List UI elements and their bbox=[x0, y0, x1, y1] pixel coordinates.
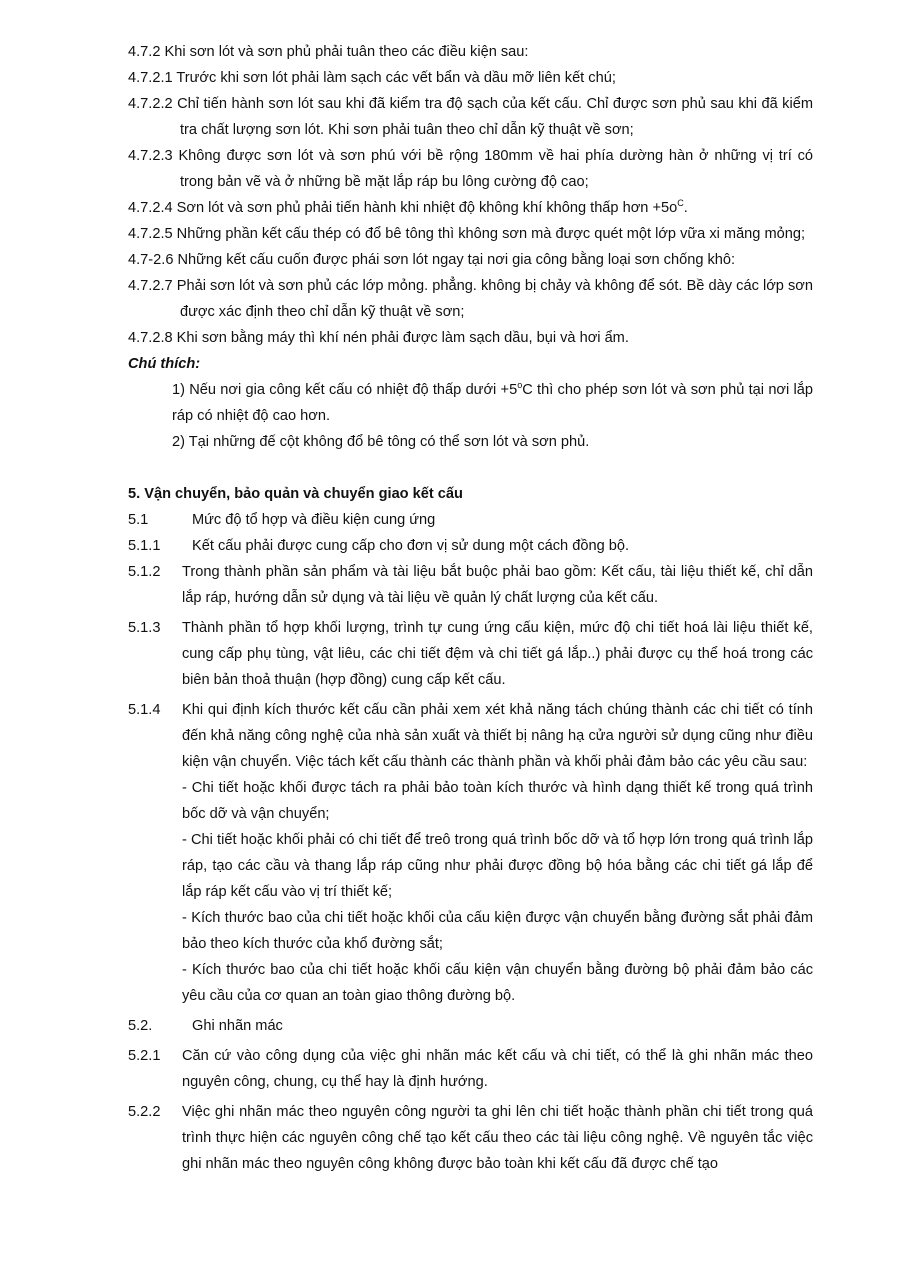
item-4-7-2-6: 4.7-2.6 Những kết cấu cuốn được phái sơn lót ngay tại nơi gia công bằng loại sơn chống khô: bbox=[128, 252, 736, 268]
note-1-text-b: C thì cho phép sơn lót và sơn phủ tại nơi lắp ráp có nhiệt độ cao hơn. bbox=[172, 382, 813, 424]
section-number: 5.1.1 bbox=[128, 538, 161, 554]
bullet-item: - Chi tiết hoặc khối phải có chi tiết để treô trong quá trình bốc dỡ và tổ hợp lớn trong quá trình lắp ráp, tạo các cầu và thang lắp ráp cũng như phải được đồng bộ hóa bằng các chi tiết gá lắp để lắp ráp kết cấu vào vị trí thiết kế; bbox=[182, 832, 813, 900]
section-text: Ghi nhãn mác bbox=[192, 1018, 283, 1034]
item-4-7-2-5: 4.7.2.5 Những phần kết cấu thép có đổ bê tông thì không sơn mà được quét một lớp vữa xi măng mỏng; bbox=[128, 226, 806, 242]
section-4-7-2 bbox=[128, 39, 813, 455]
section-text: Trong thành phần sản phẩm và tài liệu bắt buộc phải bao gồm: Kết cấu, tài liệu thiết kế, chỉ dẫn lắp ráp, hướng dẫn sử dụng và tài liệu về quản lý chất lượng của kết cấu. bbox=[182, 564, 813, 606]
section-number: 5.2. bbox=[128, 1018, 153, 1034]
section-number: 5.2.1 bbox=[128, 1048, 161, 1064]
item-4-7-2-4-text: 4.7.2.4 Sơn lót và sơn phủ phải tiến hành khi nhiệt độ không khí không thấp hơn +5o bbox=[128, 200, 678, 216]
bullet-item: - Kích thước bao của chi tiết hoặc khối của cấu kiện được vận chuyển bằng đường sắt phải đảm bảo theo kích thước của khổ đường sắt; bbox=[182, 910, 813, 952]
notes-heading: Chú thích: bbox=[128, 356, 201, 372]
section-text: Thành phần tổ hợp khối lượng, trình tự cung ứng cấu kiện, mức độ chi tiết hoá lài liệu thiết kế, cung cấp phụ tùng, vật liêu, các chi tiết đệm và chi tiết gá lắp..) phải được cụ thể hoá trong các biên bản thoả thuận (hợp đồng) cung cấp kết cấu. bbox=[182, 620, 813, 688]
section-5-1-1 bbox=[128, 533, 813, 559]
item-4-7-2-7: 4.7.2.7 Phải sơn lót và sơn phủ các lớp mỏng. phẳng. không bị chảy và không để sót. Bề dày các lớp sơn được xác định theo chỉ dẫn kỹ thuật về sơn; bbox=[128, 278, 813, 320]
section-5-1-3 bbox=[128, 615, 813, 693]
superscript-o: o bbox=[517, 380, 523, 390]
section-number: 5.1.3 bbox=[128, 620, 161, 636]
note-1-text-a: 1) Nếu nơi gia công kết cấu có nhiệt độ thấp dưới +5 bbox=[172, 382, 518, 398]
section-5-1-4 bbox=[128, 697, 813, 775]
section-number: 5.2.2 bbox=[128, 1104, 161, 1120]
item-4-7-2-8: 4.7.2.8 Khi sơn bằng máy thì khí nén phải được làm sạch dầu, bụi và hơi ẩm. bbox=[128, 330, 629, 346]
superscript-c: C bbox=[677, 198, 684, 208]
heading-5: 5. Vận chuyển, bảo quản và chuyển giao kết cấu bbox=[128, 486, 463, 502]
note-2: 2) Tại những đế cột không đổ bê tông có thể sơn lót và sơn phủ. bbox=[172, 434, 590, 450]
item-4-7-2-4-end: . bbox=[683, 200, 688, 216]
section-text: Việc ghi nhãn mác theo nguyên công người ta ghi lên chi tiết hoặc thành phần chi tiết trong quá trình thực hiện các nguyên công chế tạo kết cấu theo các tài liệu công nghệ. Về nguyên tắc việc ghi nhãn mác theo nguyên công không được bảo toàn khi kết cấu đã được chế tạo bbox=[182, 1104, 813, 1172]
item-4-7-2-2: 4.7.2.2 Chỉ tiến hành sơn lót sau khi đã kiểm tra độ sạch của kết cấu. Chỉ được sơn phủ sau khi đã kiểm tra chất lượng sơn lót. Khi sơn phải tuân theo chỉ dẫn kỹ thuật về sơn; bbox=[128, 96, 813, 138]
item-4-7-2-4 bbox=[128, 195, 813, 221]
bullet-item: - Chi tiết hoặc khối được tách ra phải bảo toàn kích thước và hình dạng thiết kế trong quá trình bốc dỡ và vận chuyển; bbox=[182, 780, 813, 822]
section-5-2-2 bbox=[128, 1099, 813, 1177]
section-text: Kết cấu phải được cung cấp cho đơn vị sử dung một cách đồng bộ. bbox=[192, 538, 630, 554]
section-text: Mức độ tổ hợp và điều kiện cung ứng bbox=[192, 512, 436, 528]
section-5-1-2 bbox=[128, 559, 813, 611]
section-text: Căn cứ vào công dụng của việc ghi nhãn mác kết cấu và chi tiết, có thể là ghi nhãn mác theo nguyên công, chung, cụ thể hay là định hướng. bbox=[182, 1048, 813, 1090]
section-number: 5.1.4 bbox=[128, 702, 161, 718]
section-5-2-1 bbox=[128, 1043, 813, 1095]
bullet-item: - Kích thước bao của chi tiết hoặc khối cấu kiện vận chuyển bằng đường bộ phải đảm bảo các yêu cầu của cơ quan an toàn giao thông đường bộ. bbox=[182, 962, 813, 1004]
note-1 bbox=[128, 377, 813, 429]
item-4-7-2-3: 4.7.2.3 Không được sơn lót và sơn phú với bề rộng 180mm về hai phía dường hàn ở những vị trí có trong bản vẽ và ở những bề mặt lắp ráp bu lông cường độ cao; bbox=[128, 148, 813, 190]
section-5-2 bbox=[128, 1013, 813, 1039]
heading-4-7-2: 4.7.2 Khi sơn lót và sơn phủ phải tuân theo các điều kiện sau: bbox=[128, 44, 529, 60]
section-number: 5.1 bbox=[128, 512, 149, 528]
section-5-1 bbox=[128, 507, 813, 533]
section-text: Khi qui định kích thước kết cấu cần phải xem xét khả năng tách chúng thành các chi tiết có tính đến khả năng công nghệ của nhà sản xuất và thiết bị nâng hạ cửa người sử dụng cũng như điều kiện vận chuyển. Việc tách kết cấu thành các thành phần và khối phải đảm bảo các yêu cầu sau: bbox=[182, 702, 813, 770]
section-number: 5.1.2 bbox=[128, 564, 161, 580]
section-5 bbox=[128, 481, 813, 1177]
item-4-7-2-1: 4.7.2.1 Trước khi sơn lót phải làm sạch các vết bẩn và dầu mỡ liên kết chú; bbox=[128, 70, 616, 86]
